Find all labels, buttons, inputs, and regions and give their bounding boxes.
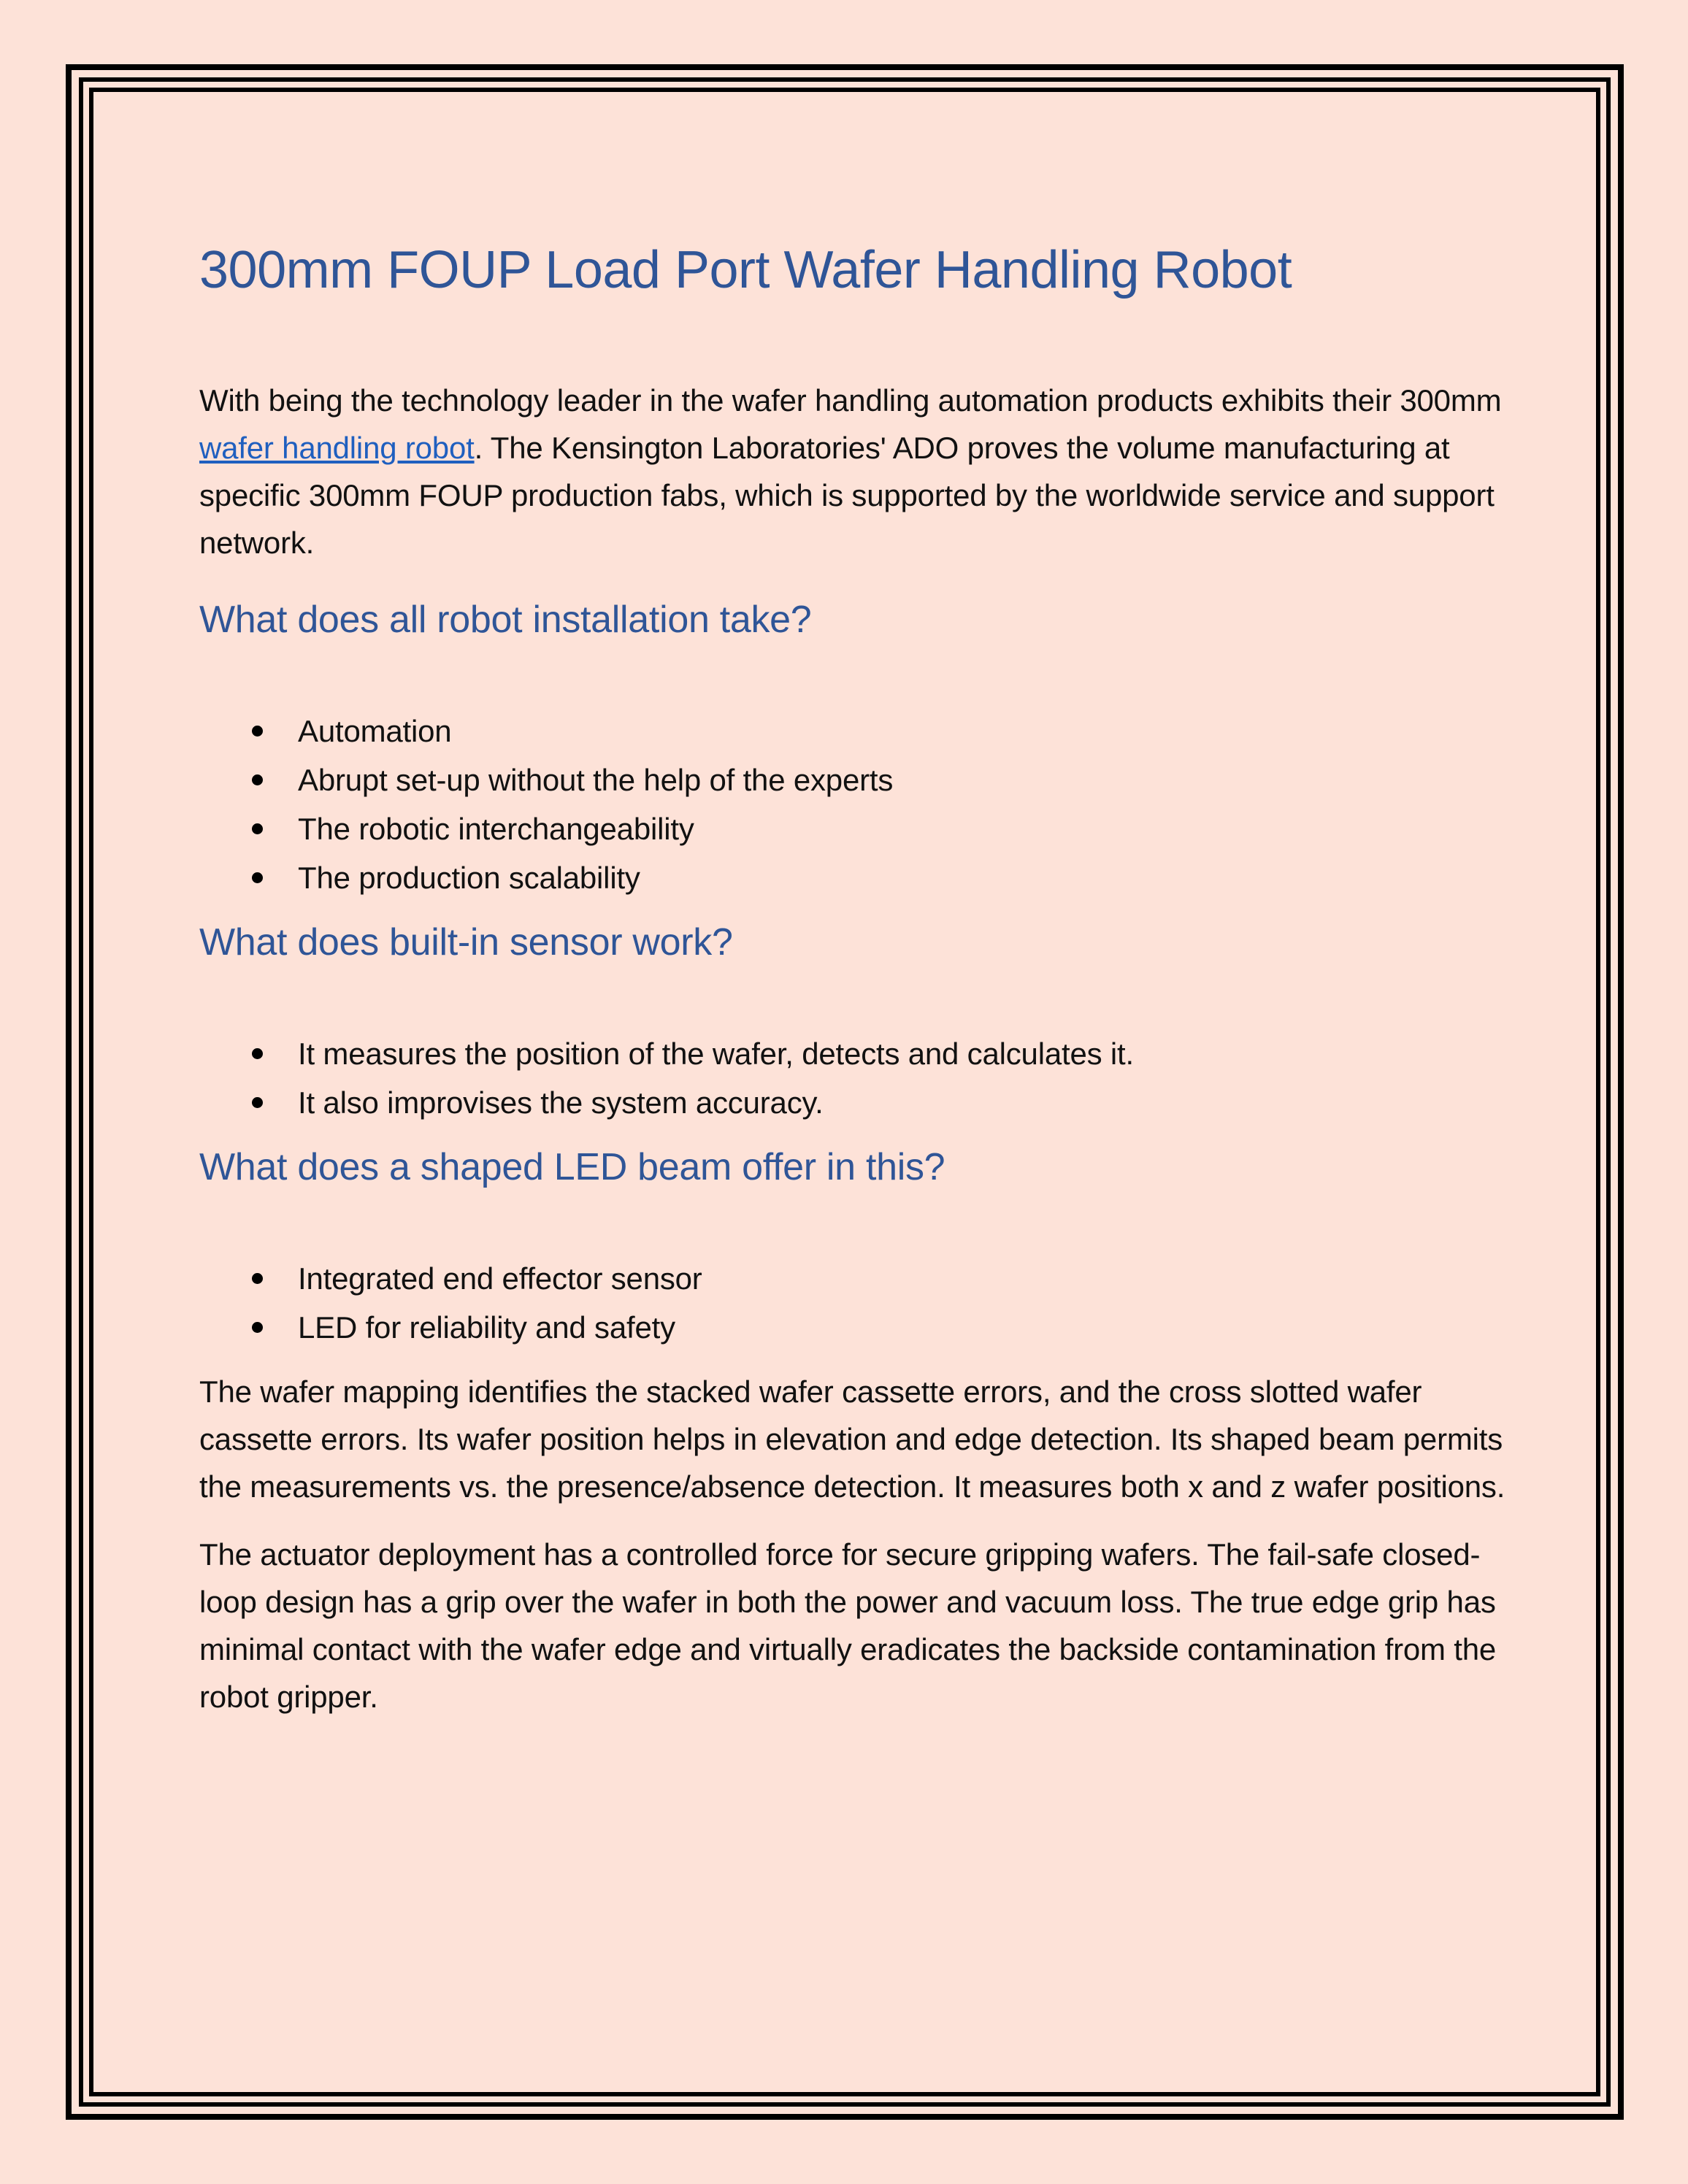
section-heading-led-beam: What does a shaped LED beam offer in this? <box>199 1146 945 1188</box>
installation-list <box>199 707 1506 902</box>
bullet-icon <box>252 1048 263 1059</box>
list-item: It also improvises the system accuracy. <box>199 1078 1506 1127</box>
intro-text-after: . The Kensington Laboratories' ADO proves the volume manufacturing at specific 300mm FOUP production fabs, which is supported by the worldwide service and support network. <box>199 431 1495 560</box>
list-item: Abrupt set-up without the help of the experts <box>199 755 1506 804</box>
intro-text-before: With being the technology leader in the wafer handling automation products exhibits their 300mm <box>199 383 1502 418</box>
list-item: It measures the position of the wafer, detects and calculates it. <box>199 1029 1506 1078</box>
list-item: LED for reliability and safety <box>199 1303 1506 1352</box>
bullet-icon <box>252 823 263 834</box>
list-item: Integrated end effector sensor <box>199 1254 1506 1303</box>
sensor-list <box>199 1029 1506 1127</box>
bullet-icon <box>252 1273 263 1284</box>
bullet-icon <box>252 1322 263 1333</box>
led-beam-list <box>199 1254 1506 1352</box>
actuator-paragraph: The actuator deployment has a controlled force for secure gripping wafers. The fail-safe closed-loop design has a grip over the wafer in both the power and vacuum loss. The true edge grip has minimal contact with the wafer edge and virtually eradicates the backside contamination from the robot gripper. <box>199 1537 1497 1714</box>
bullet-icon <box>252 774 263 785</box>
section-heading-installation: What does all robot installation take? <box>199 599 812 641</box>
list-item: The production scalability <box>199 853 1506 902</box>
list-item: The robotic interchangeability <box>199 804 1506 853</box>
section-heading-sensor: What does built-in sensor work? <box>199 921 733 964</box>
wafer-mapping-paragraph: The wafer mapping identifies the stacked wafer cassette errors, and the cross slotted wafer cassette errors. Its wafer position helps in elevation and edge detection. Its shaped beam permits the measurements vs. the presence/absence detection. It measures both x and z wafer positions. <box>199 1374 1505 1504</box>
bullet-icon <box>252 726 263 737</box>
bullet-icon <box>252 1097 263 1108</box>
wafer-handling-robot-link[interactable]: wafer handling robot <box>199 431 475 465</box>
intro-paragraph <box>199 377 1506 566</box>
page-title: 300mm FOUP Load Port Wafer Handling Robot <box>199 241 1292 299</box>
list-item: Automation <box>199 707 1506 755</box>
bullet-icon <box>252 872 263 883</box>
document-content <box>199 234 1506 1720</box>
